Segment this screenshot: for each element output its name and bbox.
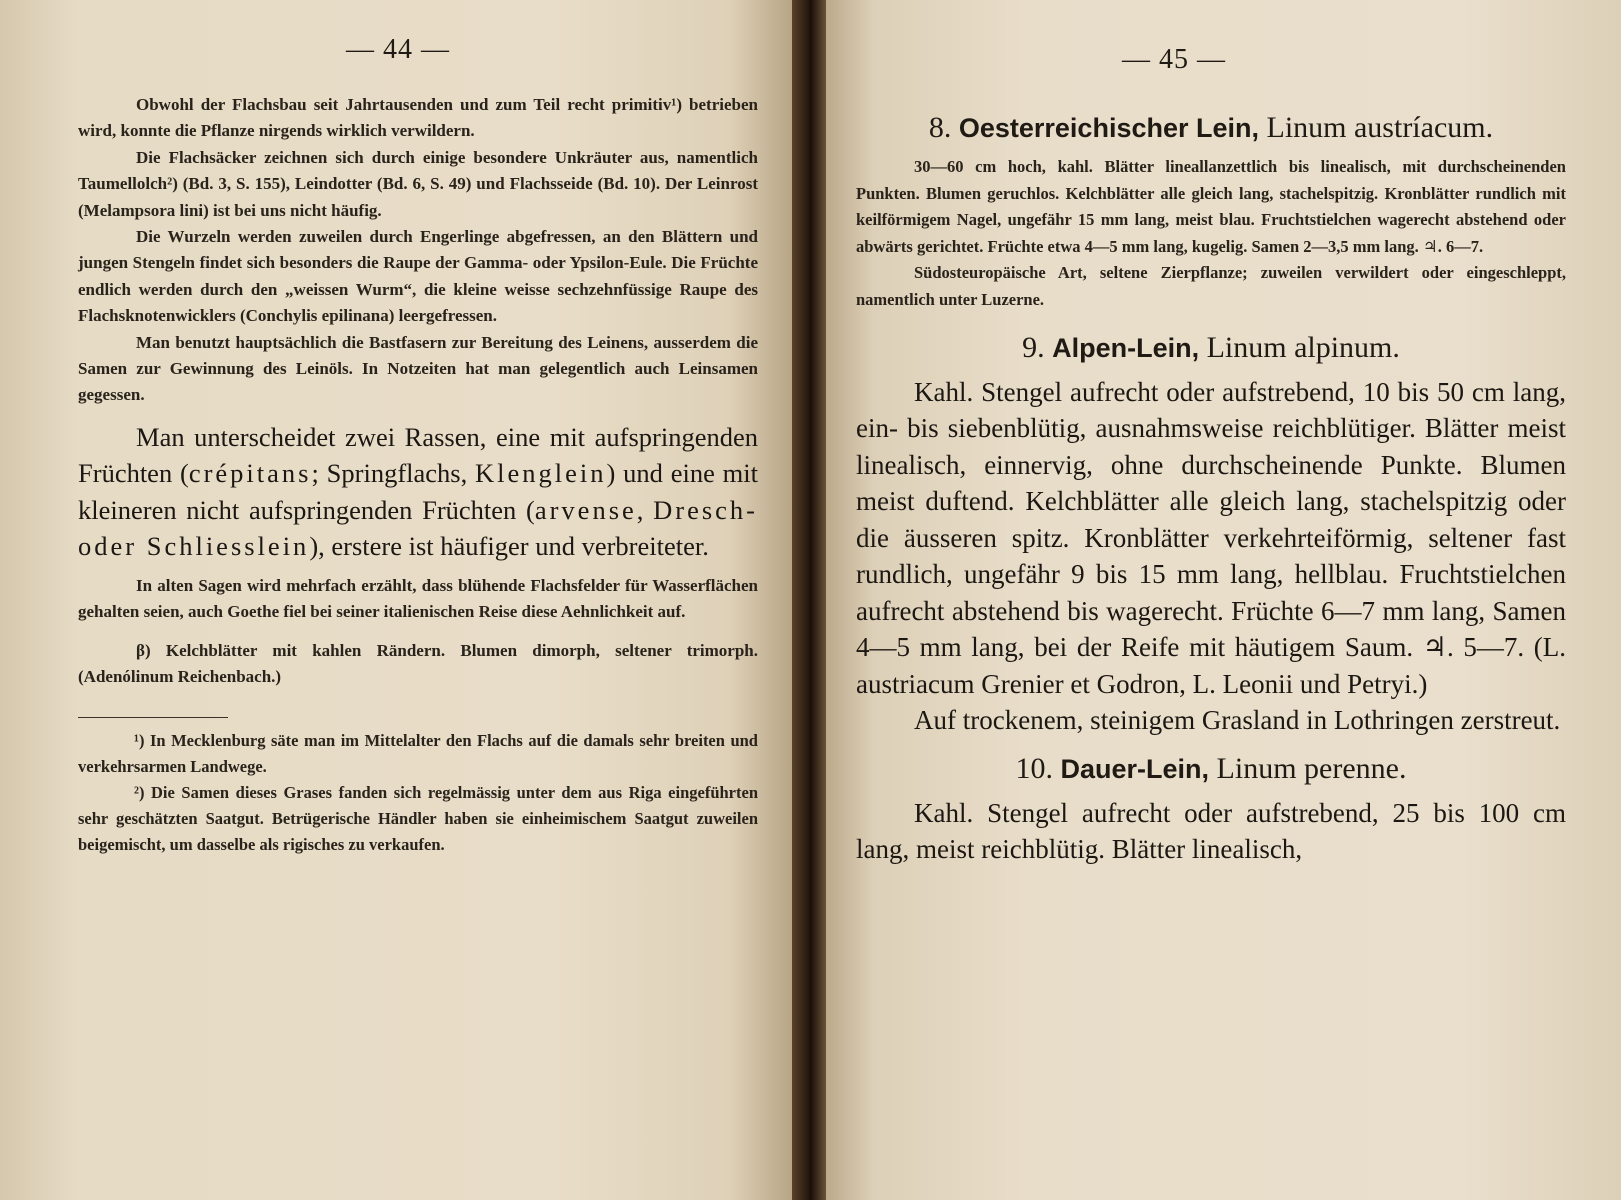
heading-10-latin: Linum perenne. bbox=[1216, 751, 1407, 785]
heading-10 bbox=[856, 749, 1566, 789]
rassen-text-1: Man unterscheidet zwei Rassen, eine mit aufspringenden Früchten ( bbox=[78, 421, 758, 489]
heading-8-german: Oesterreichischer Lein, bbox=[958, 113, 1259, 143]
heading-9-number: 9. bbox=[1022, 330, 1045, 364]
heading-9-german: Alpen-Lein, bbox=[1052, 332, 1200, 363]
paragraph-8-description: 30—60 cm hoch, kahl. Blätter lineallanzettlich bis linealisch, mit durchscheinenden Punkten. Blumen geruchlos. Kelchblätter alle gleich lang, stachelspitzig. Kronblätter rundlich mit keilförmigem Nagel, ungefähr 15 mm lang, meist blau. Fruchtstielchen wagerecht abstehend oder abwärts gerichtet. Früchte etwa 4—5 mm lang, kugelig. Samen 2—3,5 mm lang. ♃. 6—7. bbox=[856, 157, 1566, 256]
book-gutter bbox=[792, 0, 826, 1200]
paragraph-schaedlinge: Die Wurzeln werden zuweilen durch Engerlinge abgefressen, an den Blättern und jungen Stengeln findet sich besonders die Raupe der Gamma- oder Ypsilon-Eule. Die Früchte endlich werden durch den „weissen Wurm“, die kleine weisse sechzehnfüssige Raupe des Flachsknotenwicklers (Conchylis epilinana) leergefressen. bbox=[78, 227, 758, 326]
heading-9-latin: Linum alpinum. bbox=[1206, 330, 1400, 364]
rassen-text-5: ), erstere ist häufiger und verbreiteter. bbox=[309, 531, 709, 562]
heading-8-latin: Linum austríacum. bbox=[1266, 111, 1494, 144]
page-number-right: — 45 — bbox=[1122, 44, 1226, 75]
paragraph-nutzung: Man benutzt hauptsächlich die Bastfasern zur Bereitung des Leinens, ausserdem die Samen zur Gewinnung des Leinöls. In Notzeiten hat man gelegentlich auch Leinsamen gegessen. bbox=[78, 332, 758, 405]
rassen-crepitans: crépitans bbox=[188, 458, 312, 489]
rassen-text-2: ; Springflachs, bbox=[311, 458, 476, 489]
footnote-2: ²) Die Samen dieses Grases fanden sich regelmässig unter dem aus Riga eingeführten sehr geschätzten Saatgut. Betrügerische Händler haben sie einheimischem Saatgut zuweilen beigemischt, um dasselbe als rigisches zu verkaufen. bbox=[78, 782, 758, 854]
paragraph-rassen bbox=[78, 419, 758, 565]
paragraph-9-description: Kahl. Stengel aufrecht oder aufstrebend, 10 bis 50 cm lang, ein- bis siebenblütig, ausnahmsweise reichblütiger. Blätter meist linealisch, einnervig, ohne durchscheinende Punkte. Blumen meist duftend. Kelchblätter alle gleich lang, stachelspitzig oder die äusseren spitz. Kronblätter verkehrteiförmig, seltener fast rundlich, ungefähr 9 bis 15 mm lang, hellblau. Fruchtstielchen aufrecht abstehend bis wagerecht. Früchte 6—7 mm lang, Samen 4—5 mm lang, bei der Reife mit häutigem Saum. ♃. 5—7. (L. austriacum Grenier et Godron, L. Leonii und Petryi.) bbox=[856, 376, 1566, 699]
left-page bbox=[0, 0, 792, 1200]
paragraph-8-distribution: Südosteuropäische Art, seltene Zierpflanze; zuweilen verwildert oder eingeschleppt, namentlich unter Luzerne. bbox=[856, 263, 1566, 309]
rassen-dresch-schliesslein: Dresch- oder Schliesslein bbox=[78, 494, 758, 562]
page-number-left: — 44 — bbox=[346, 34, 450, 65]
rassen-klenglein: Klenglein bbox=[475, 458, 607, 489]
paragraph-flachsbau: Obwohl der Flachsbau seit Jahrtausenden und zum Teil recht primitiv¹) betrieben wird, konnte die Pflanze nirgends wirklich verwildern. bbox=[78, 95, 758, 141]
paragraph-unkraeuter: Die Flachsäcker zeichnen sich durch einige besondere Unkräuter aus, namentlich Taumellolch²) (Bd. 3, S. 155), Leindotter (Bd. 6, S. 49) und Flachsseide (Bd. 10). Der Leinrost (Melampsora lini) ist bei uns nicht häufig. bbox=[78, 147, 758, 220]
footnote-1: ¹) In Mecklenburg säte man im Mittelalter den Flachs auf die damals sehr breiten und verkehrsarmen Landwege. bbox=[78, 730, 758, 776]
footnote-rule bbox=[78, 717, 228, 718]
paragraph-sagen: In alten Sagen wird mehrfach erzählt, dass blühende Flachsfelder für Wasserflächen gehalten seien, auch Goethe fiel bei seiner italienischen Reise diese Aehnlichkeit auf. bbox=[78, 575, 758, 622]
left-page-text bbox=[78, 92, 758, 858]
rassen-text-4: , bbox=[636, 494, 654, 525]
paragraph-10-description: Kahl. Stengel aufrecht oder aufstrebend, 25 bis 100 cm lang, meist reichblütig. Blätter linealisch, bbox=[856, 797, 1566, 865]
paragraph-9-distribution: Auf trockenem, steinigem Grasland in Lothringen zerstreut. bbox=[914, 705, 1561, 736]
heading-8-number: 8. bbox=[928, 111, 952, 144]
heading-9 bbox=[856, 328, 1566, 368]
right-page bbox=[826, 0, 1621, 1200]
heading-8 bbox=[856, 108, 1566, 148]
rassen-text-3: ) und eine mit kleineren nicht aufspringenden Früchten ( bbox=[78, 458, 758, 525]
paragraph-beta: β) Kelchblätter mit kahlen Rändern. Blumen dimorph, seltener trimorph. (Adenólinum Reichenbach.) bbox=[78, 640, 758, 687]
rassen-arvense: arvense bbox=[534, 494, 637, 525]
heading-10-number: 10. bbox=[1015, 751, 1054, 785]
heading-10-german: Dauer-Lein, bbox=[1060, 753, 1210, 784]
right-page-text bbox=[856, 104, 1566, 868]
